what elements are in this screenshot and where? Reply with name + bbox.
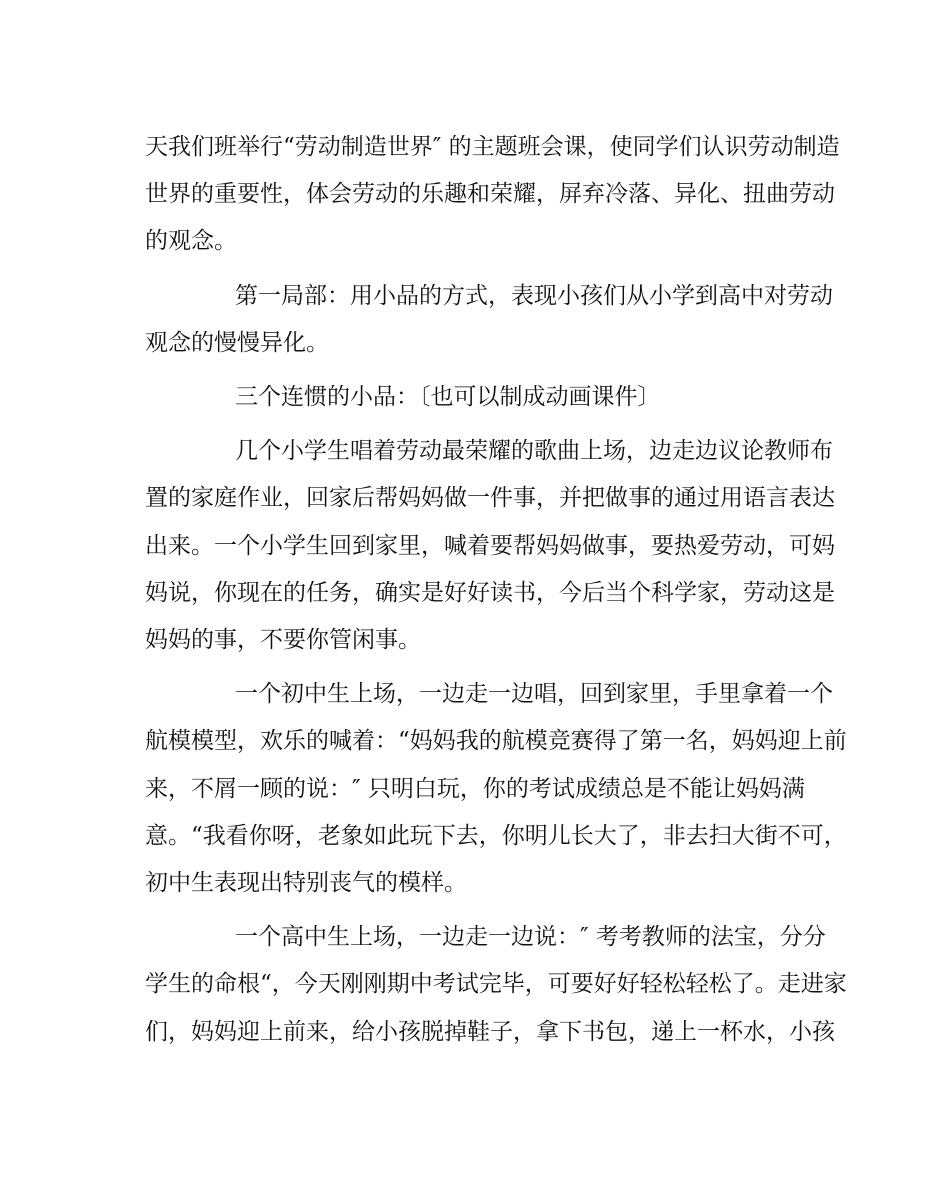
text-line: 几个小学生唱着劳动最荣耀的歌曲上场，边走边议论教师布 [235,438,833,465]
text-line: 三个连惯的小品：〔也可以制成动画课件〕 [235,384,661,411]
text-line: 一个初中生上场，一边走一边唱，回到家里，手里拿着一个 [235,681,833,708]
paragraph-4 [145,428,835,664]
text-line: 妈说，你现在的任务，确实是好好读书，今后当个科学家，劳动这是 [145,579,835,606]
paragraph-3 [145,374,810,421]
text-line: 的观念。 [145,228,237,255]
text-line: 置的家庭作业，回家后帮妈妈做一件事，并把做事的通过用语言表达 [145,485,835,512]
paragraph-5 [145,671,847,907]
text-line: 世界的重要性，体会劳动的乐趣和荣耀，屏弃冷落、异化、扭曲劳动 [145,181,835,208]
paragraph-1 [145,124,840,266]
text-line: 观念的慢慢异化。 [145,329,329,356]
text-line: 出来。一个小学生回到家里，喊着要帮妈妈做事，要热爱劳动，可妈 [145,532,835,559]
text-line: 妈妈的事，不要你管闲事。 [145,627,421,654]
text-line: 航模模型，欢乐的喊着：“妈妈我的航模竞赛得了第一名，妈妈迎上前 [145,728,847,755]
document-body [145,124,847,1063]
paragraph-6 [145,914,847,1056]
text-line: 一个高中生上场，一边走一边说：″ 考考教师的法宝，分分 [235,924,826,951]
text-line: 天我们班举行“劳动制造世界″ 的主题班会课，使同学们认识劳动制造 [145,134,840,160]
text-line: 学生的命根“，今天刚刚期中考试完毕，可要好好轻松轻松了。走进家 [145,971,847,998]
paragraph-2 [145,273,833,367]
text-line: 初中生表现出特别丧气的模样。 [145,870,467,897]
text-line: 来，不屑一顾的说：″ 只明白玩，你的考试成绩总是不能让妈妈满 [145,775,805,802]
text-line: 们，妈妈迎上前来，给小孩脱掉鞋子，拿下书包，递上一杯水，小孩 [145,1018,835,1045]
text-line: 意。“我看你呀，老象如此玩下去，你明儿长大了，非去扫大街不可， [145,822,847,849]
text-line: 第一局部：用小品的方式，表现小孩们从小学到高中对劳动 [235,282,833,309]
